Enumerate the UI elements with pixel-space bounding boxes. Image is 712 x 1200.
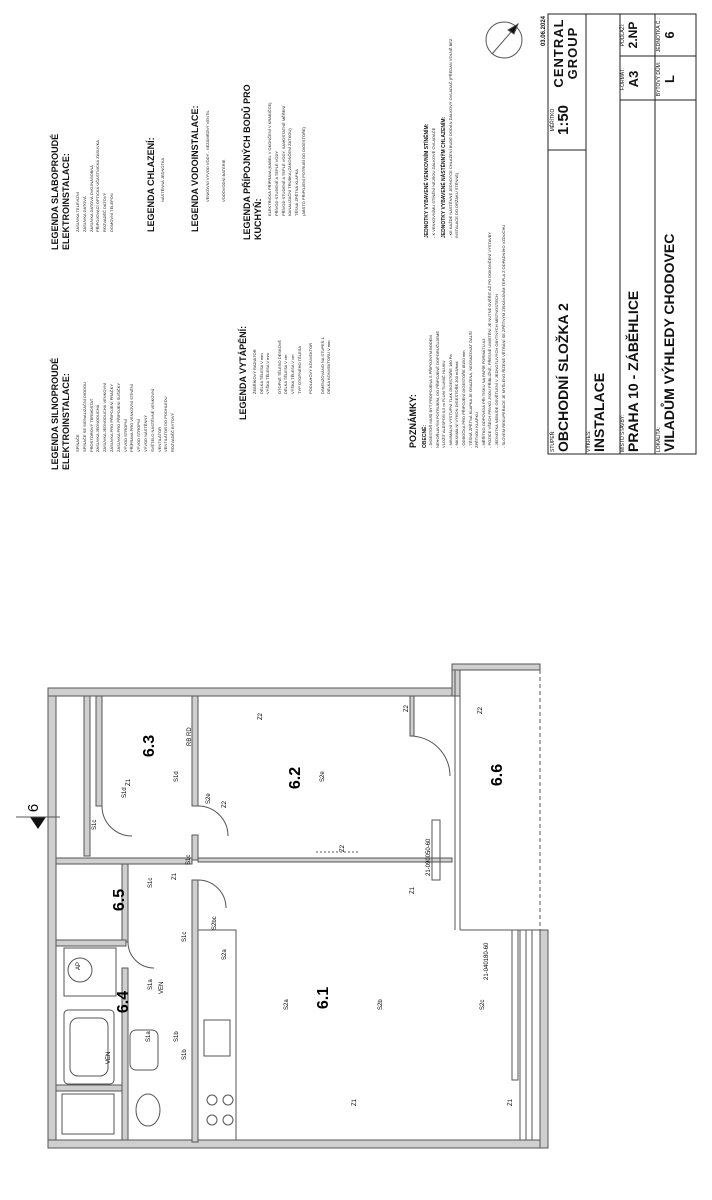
note-item: - SLOVEM REKUPERACE JE MYŠLENO ŘÍZENÉ VĚTRÁNÍ SE ZPĚTNÝM ZÍSKÁVÁNÍM TEPLA Z ODPADNÍHO VZDUCHU <box>500 224 506 448</box>
notes-subtitle: OBECNÉ: <box>422 424 428 448</box>
unit-notes-title-2: JEDNOTKY VYBAVENÉ NÁSTĚNNÝM CHLAZENÍM: <box>441 116 447 238</box>
legend-item: PŘIPOJOVACÍ OPTICKÁ ÚČASTNICKÁ ZÁSUVKA <box>95 140 101 232</box>
legend-item: VÝŠKA TĚLESA V mm <box>265 353 271 394</box>
tag: VEN <box>159 981 165 994</box>
legend-item: VENKOVNÍ VÝVOD VODY - NEZÁMRZNÝ VENTIL <box>205 110 210 202</box>
vykres-value: INSTALACE <box>591 372 607 452</box>
legend-item: ZÁSUVKA PRO PŘIPOJENÍ PRAČKY <box>108 383 114 452</box>
legend-kuchyn-title: LEGENDA PŘÍPOJNÝCH BODŮ PRO KUCHYŇ: <box>242 84 263 240</box>
legend-silno-items <box>75 270 177 470</box>
legend-item: PŘÍVOD STUDENÉ A TEPLÉ VODY <box>273 150 279 216</box>
legend-item: ZÁSUVKA JEDNODUCHÁ <box>95 404 101 452</box>
lokalita-label: LOKALITA: <box>656 427 662 452</box>
glazing <box>455 670 540 1140</box>
note-item: NEHOŘLAVÝM POTRUBÍM, DO PŘIPOJENÉ DOPORUČUJEME <box>434 330 440 448</box>
stupen-label: STUPEŇ: <box>550 430 556 452</box>
legend-item: ZÁSUVKA TELEVIZNÍ <box>75 192 80 232</box>
note-item: - TĚSNÁ ZPĚTNÁ KLAPKA JE OSAZENA, NEOSAZOVAT DALŠÍ <box>467 331 473 448</box>
legend-slabo-title: LEGENDA SLABOPROUDÉ ELEKTROINSTALACE: <box>50 133 71 250</box>
note-item: - ODBOČKA PRO PŘIPOJENÍ DIGESTOŘE Ø150 mm <box>460 350 466 448</box>
legend-item: DÉLKA KONVEKTORU V mm <box>326 340 332 394</box>
tag: Z2 <box>404 704 410 712</box>
legend-item: KANALIZAČNÍ TRUBKA (ZAKONČENÍ ZÁTKOU) <box>287 128 293 216</box>
legend-item: ZÁSUVKA DATOVÁ DVOJNÁSOBNÁ <box>88 165 94 232</box>
section-marker-label: 6 <box>25 803 42 813</box>
room-6-3: 6.3 <box>141 734 158 758</box>
tag: Z2 <box>478 706 484 714</box>
tag: S1b <box>174 1031 180 1042</box>
legend-item: VÝVOD STROPNÍ <box>136 419 142 452</box>
legend-item: PROSTOROVÝ TERMOSTAT <box>88 398 94 452</box>
central-group-logo: CENTRAL GROUP <box>551 18 580 88</box>
tag: RB RD <box>187 727 193 746</box>
tag: S1c <box>182 931 188 942</box>
dum-label: BYTOVÝ DŮM: <box>656 61 662 97</box>
room-6-5: 6.5 <box>111 888 128 912</box>
tag: 21-040180-60 <box>484 942 490 980</box>
tag: S1c <box>148 877 154 888</box>
legend-item: DIMENZOVÁNO NA STUPEŇ 1 <box>319 337 325 394</box>
legend-item: TYP OTOPNÉHO TĚLESA <box>296 345 302 394</box>
tag: AP <box>76 961 82 970</box>
legend-chlazeni <box>146 92 167 232</box>
tag: Z1 <box>410 886 416 894</box>
tag: S1b <box>182 1049 188 1060</box>
tag: S1a <box>146 1031 152 1042</box>
room-6-2: 6.2 <box>287 766 304 790</box>
legend-item: PŘÍVOD STUDENÉ A TEPLÉ VODY, SAMOSTATNÉ MĚŘENÍ <box>280 105 286 216</box>
legend-item: DÉLKA TĚLESA V cm <box>283 354 289 394</box>
legend-item: ŽEBŘÍKOVÝ RADIÁTOR <box>252 349 257 394</box>
legend-silno-title: LEGENDA SILNOPROUDÉ ELEKTROINSTALACE: <box>50 357 71 470</box>
legend-item: TĚSNÁ ZPĚTNÁ KLAPKA <box>294 169 300 216</box>
tag: Z2 <box>340 844 346 852</box>
legend-item: PODLAHOVÝ KONVEKTOR <box>308 342 314 394</box>
legend-vytapeni-title: LEGENDA VYTÁPĚNÍ: <box>238 325 248 420</box>
tag: Z2 <box>258 712 264 720</box>
tag: Z1 <box>508 1098 514 1106</box>
legend-item: SPÍNAČE SE SIGNALIZAČNÍ DIODOU <box>81 381 87 452</box>
legend-item: ZÁSUVKA DATOVÁ <box>81 196 87 232</box>
legend-voda-title: LEGENDA VODOINSTALACE: <box>190 105 200 232</box>
tag: VEN <box>106 1051 112 1064</box>
unit-notes <box>424 32 460 238</box>
meritko-label: MĚŘÍTKO <box>550 108 556 132</box>
misto-value: PRAHA 10 - ZÁBĚHLICE <box>625 290 641 452</box>
interior-walls <box>56 696 452 1142</box>
room-labels <box>111 735 506 1013</box>
tag: Z1 <box>352 1098 358 1106</box>
room-6-6: 6.6 <box>489 763 506 787</box>
jednotka-value: 6 <box>662 31 677 39</box>
tag: S2a <box>284 999 290 1010</box>
legend-item: DOMOVNÍ TELEFON <box>108 193 114 232</box>
legend-vytapeni <box>238 260 333 420</box>
note-item: - MINIMÁLNÍ VÝSTUPNÍ TLAK DIGESTOŘE 180 Pa <box>447 354 453 448</box>
tag: S2e <box>320 771 326 782</box>
tag: S2bc <box>212 916 218 930</box>
legend-item: VODOVODNÍ BATERIE <box>221 159 226 202</box>
legend-item: SPÍNAČE <box>75 434 80 452</box>
format-label: FORMÁT: <box>620 68 626 90</box>
tag: S1c <box>92 819 98 830</box>
unit-notes-text-1: - K VENKOVNÍMU STÍNĚNÍ NEJSOU DÁLKOVÉ OVLADAČE <box>431 127 436 238</box>
legend-item: NÁSTĚNNÁ JEDNOTKA <box>160 157 165 202</box>
note-item: - MĚŘÍTKO ODPOVÍDÁ PŘI TISKU NA PAPÍR FORMÁTU A3 <box>480 338 486 448</box>
legend-silno <box>50 270 177 470</box>
legend-item: VÝVOD STROPNÍ <box>122 419 128 452</box>
legend-slabo <box>50 50 116 250</box>
legend-item: ZÁSUVKA JEDNODUCHÁ VENKOVNÍ <box>102 382 108 452</box>
legend-item: SVĚTELO NÁSTĚNNÉ VENKOVNÍ <box>149 388 155 452</box>
notes-title: POZNÁMKY: <box>408 394 418 448</box>
tag: S1c <box>186 854 192 865</box>
tag: S2c <box>480 999 486 1010</box>
legend-item: ZÁSUVKA PRO PŘIPOJENÍ SUŠIČKY <box>115 382 121 452</box>
note-item: ZPĚTNOU KLAPKU <box>474 411 480 448</box>
note-item: - MAXIMÁLNÍ VÝKON DIGESTOŘE 300 m3/hod. <box>454 360 460 448</box>
legend-item: PŘÍPRAVA PRO VENKOVNÍ STÍNĚNÍ <box>129 384 135 452</box>
tag: S2b <box>378 999 384 1010</box>
format-value: A3 <box>626 70 641 88</box>
tag: S1d <box>174 771 180 782</box>
note-item: - JEDNOTKA NEBUDE OSVĚTLENÍ V JEDNOTLIVÝCH OBYTNÝCH MÍSTNOSTECH <box>493 294 499 448</box>
legend-item: ELEKTRICKÁ PŘÍPRAVA (KABEL V OKONČENÍ V KRABIČCE) <box>267 102 272 216</box>
legend-item: (ABSTO PŘIPOJENÍ POTRUBÍ OD DIGESTOŘE) <box>300 127 306 216</box>
tag: S1a <box>148 979 154 990</box>
legend-item: DÉLKA TĚLESA V mm <box>258 353 264 394</box>
legend-voda <box>190 72 228 232</box>
legend-kuchyn <box>242 50 308 240</box>
note-item: - POZICE VŠECH PRVKŮ JSOU PŘIBLIŽNÉ, PŘESNÉ UMÍSTĚNÍ JE NUTNÉ OVĚŘIT AŽ PO DOKONČENÍ VÝSTAVBY <box>487 232 493 448</box>
unit-notes-text-2: - KE KAŽDÉ NÁSTĚNNÉ JEDNOTCE CHLAZENÍ BUDE DODÁN DÁLKOVÝ OVLADAČ (PŘEDAN VOLNĚ BEZ INSTALACE DO DRŽÁKU STĚNNÉ) <box>448 38 459 238</box>
tag: S2a <box>222 949 228 960</box>
title-block <box>541 14 696 452</box>
unit-notes-title-1: JEDNOTKY VYBAVENÉ VENKOVNÍM STÍNĚNÍM: <box>424 123 430 238</box>
podlazi-value: 2.NP <box>626 21 640 49</box>
legend-item: VENTILÁTOR <box>156 426 162 452</box>
dum-value: L <box>662 75 677 83</box>
legend-chlazeni-title: LEGENDA CHLAZENÍ: <box>146 137 156 232</box>
door-swings <box>102 736 450 968</box>
legend-item: VÝVOD NÁSTĚNNÝ <box>142 415 148 452</box>
tag: S2e <box>206 793 212 804</box>
misto-label: MÍSTO STAVBY: <box>620 414 626 452</box>
legend-item: VENTILÁTOR DO PODHLEDU <box>163 396 169 452</box>
lokalita-value: VILADŮM VÝHLEDY CHODOVEC <box>661 233 677 452</box>
legend-item: ROZVADĚČ DATOVÝ <box>102 192 108 232</box>
podlazi-label: PODLAŽÍ: <box>620 23 626 47</box>
note-item: - DIGESTOŘ MUSÍ BÝT PROPOJENA S PŘÍPOJNÝM BODEM <box>428 335 433 448</box>
room-6-1: 6.1 <box>315 986 332 1010</box>
tag: 21-090050-60 <box>426 838 432 876</box>
tag: S1d <box>122 787 128 798</box>
stupen-value: OBCHODNÍ SLOŽKA 2 <box>555 303 571 452</box>
meritko-value: 1:50 <box>555 104 572 136</box>
vykres-label: VÝKRES: <box>586 430 592 452</box>
drawing-date: 03.06.2024 <box>541 16 547 47</box>
room-6-4: 6.4 <box>115 990 132 1014</box>
tag: Z2 <box>222 800 228 808</box>
tag: Z1 <box>172 872 178 880</box>
tag: Z1 <box>126 778 132 786</box>
legend-item: VÝŠKA TĚLESA V cm <box>289 354 295 394</box>
kitchen <box>198 930 236 1140</box>
jednotka-label: JEDNOTKA Č.: <box>656 17 662 53</box>
legend-item: OTOPNÉ TĚLESO DESKOVÉ <box>276 339 282 394</box>
note-item: VLOŽIT ALESPOŇ 0,5 m FLUM TLUMIČ HLUKU <box>441 360 447 448</box>
legend-item: ROZVADĚČ BYTOVÝ <box>170 412 176 452</box>
